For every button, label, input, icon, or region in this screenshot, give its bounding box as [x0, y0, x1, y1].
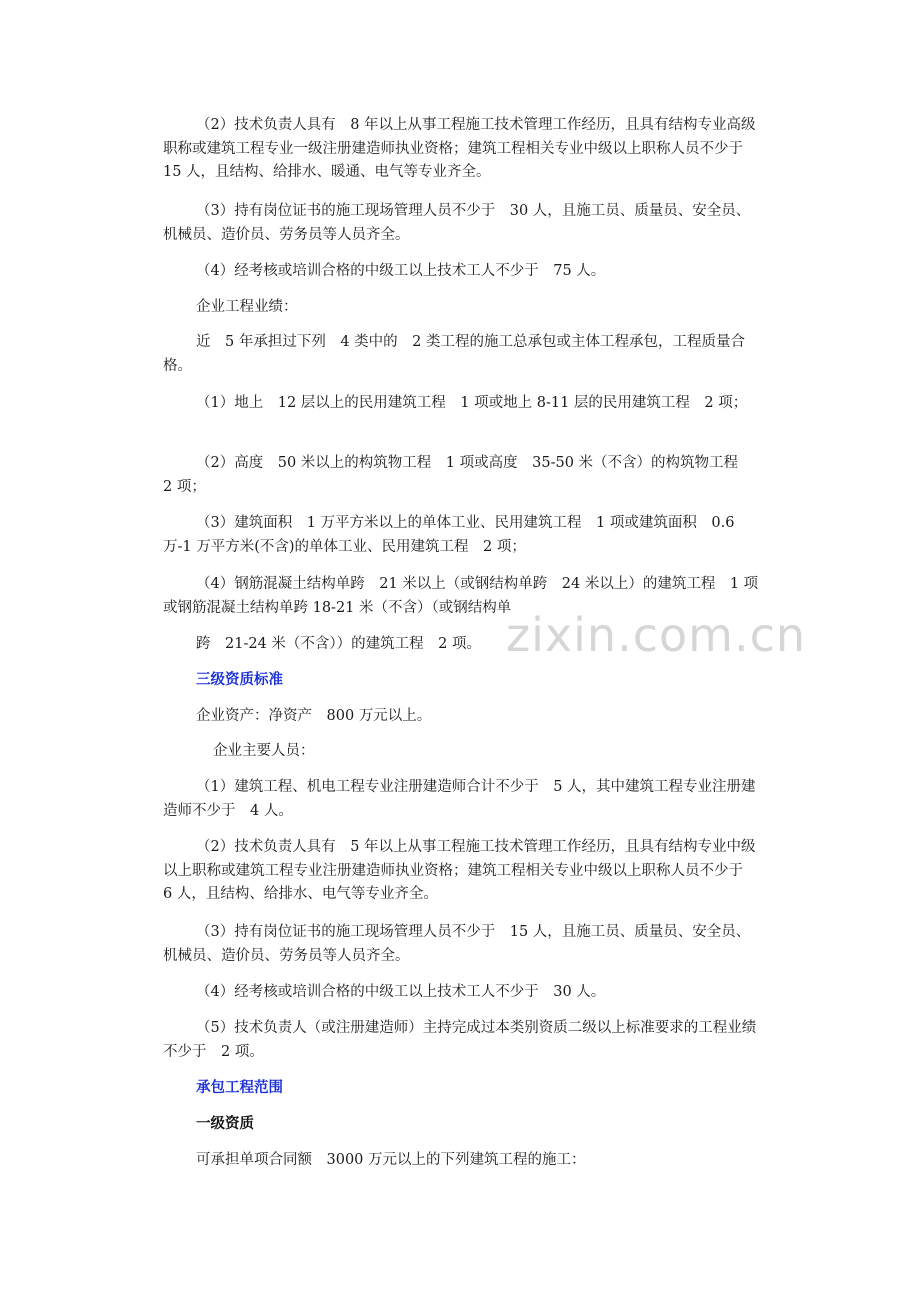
paragraph-contract-3000: 可承担单项合同额 3000 万元以上的下列建筑工程的施工： — [196, 1152, 586, 1168]
paragraph-skilled-workers-75: （4）经考核或培训合格的中级工以上技术工人不少于 75 人。 — [196, 263, 606, 279]
section-heading-contract-scope: 承包工程范围 — [196, 1080, 283, 1096]
paragraph-item-3-area: （3）建筑面积 1 万平方米以上的单体工业、民用建筑工程 1 项或建筑面积 0.6 万-1 万平方米(不含)的单体工业、民用建筑工程 2 项； — [163, 515, 735, 555]
paragraph-item-4-span: （4）钢筋混凝土结构单跨 21 米以上（或钢结构单跨 24 米以上）的建筑工程 1 项或钢筋混凝土结构单跨 18-21 米（不含）（或钢结构单 — [163, 576, 759, 616]
paragraph-site-managers-15: （3）持有岗位证书的施工现场管理人员不少于 15 人，且施工员、质量员、安全员、机械员、造价员、劳务员等人员齐全。 — [163, 924, 751, 964]
paragraph-tech-lead-performance: （5）技术负责人（或注册建造师）主持完成过本类别资质二级以上标准要求的工程业绩不少于 2 项。 — [163, 1020, 757, 1060]
paragraph-5yr-projects: 近 5 年承担过下列 4 类中的 2 类工程的施工总承包或主体工程承包，工程质量合格。 — [163, 334, 746, 374]
section-heading-grade3: 三级资质标准 — [196, 672, 283, 688]
paragraph-net-assets-800: 企业资产：净资产 800 万元以上。 — [196, 708, 432, 724]
paragraph-tech-lead-5yr: （2）技术负责人具有 5 年以上从事工程施工技术管理工作经历，且具有结构专业中级以上职称或建筑工程专业注册建造师执业资格；建筑工程相关专业中级以上职称人员不少于 6 人，且结构、给排水、电气等专业齐全。 — [163, 839, 758, 902]
subheading-grade1: 一级资质 — [196, 1116, 254, 1132]
paragraph-performance-heading: 企业工程业绩： — [196, 299, 298, 315]
paragraph-item-4-span-cont: 跨 21-24 米（不含））的建筑工程 2 项。 — [196, 636, 481, 652]
watermark-text: zixin.com.cn — [506, 608, 807, 662]
paragraph-item-1-floors: （1）地上 12 层以上的民用建筑工程 1 项或地上 8-11 层的民用建筑工程 2 项； — [196, 395, 748, 411]
paragraph-registered-builders: （1）建筑工程、机电工程专业注册建造师合计不少于 5 人，其中建筑工程专业注册建造师不少于 4 人。 — [163, 779, 756, 819]
paragraph-main-personnel: 企业主要人员： — [213, 743, 315, 759]
paragraph-item-2-height: （2）高度 50 米以上的构筑物工程 1 项或高度 35-50 米（不含）的构筑物工程 2 项； — [163, 455, 753, 495]
paragraph-site-managers-30: （3）持有岗位证书的施工现场管理人员不少于 30 人，且施工员、质量员、安全员、机械员、造价员、劳务员等人员齐全。 — [163, 203, 751, 243]
paragraph-tech-lead-8yr: （2）技术负责人具有 8 年以上从事工程施工技术管理工作经历，且具有结构专业高级职称或建筑工程专业一级注册建造师执业资格；建筑工程相关专业中级以上职称人员不少于 15 人，且结构、给排水、暖通、电气等专业齐全。 — [163, 117, 758, 180]
paragraph-skilled-workers-30: （4）经考核或培训合格的中级工以上技术工人不少于 30 人。 — [196, 984, 606, 1000]
